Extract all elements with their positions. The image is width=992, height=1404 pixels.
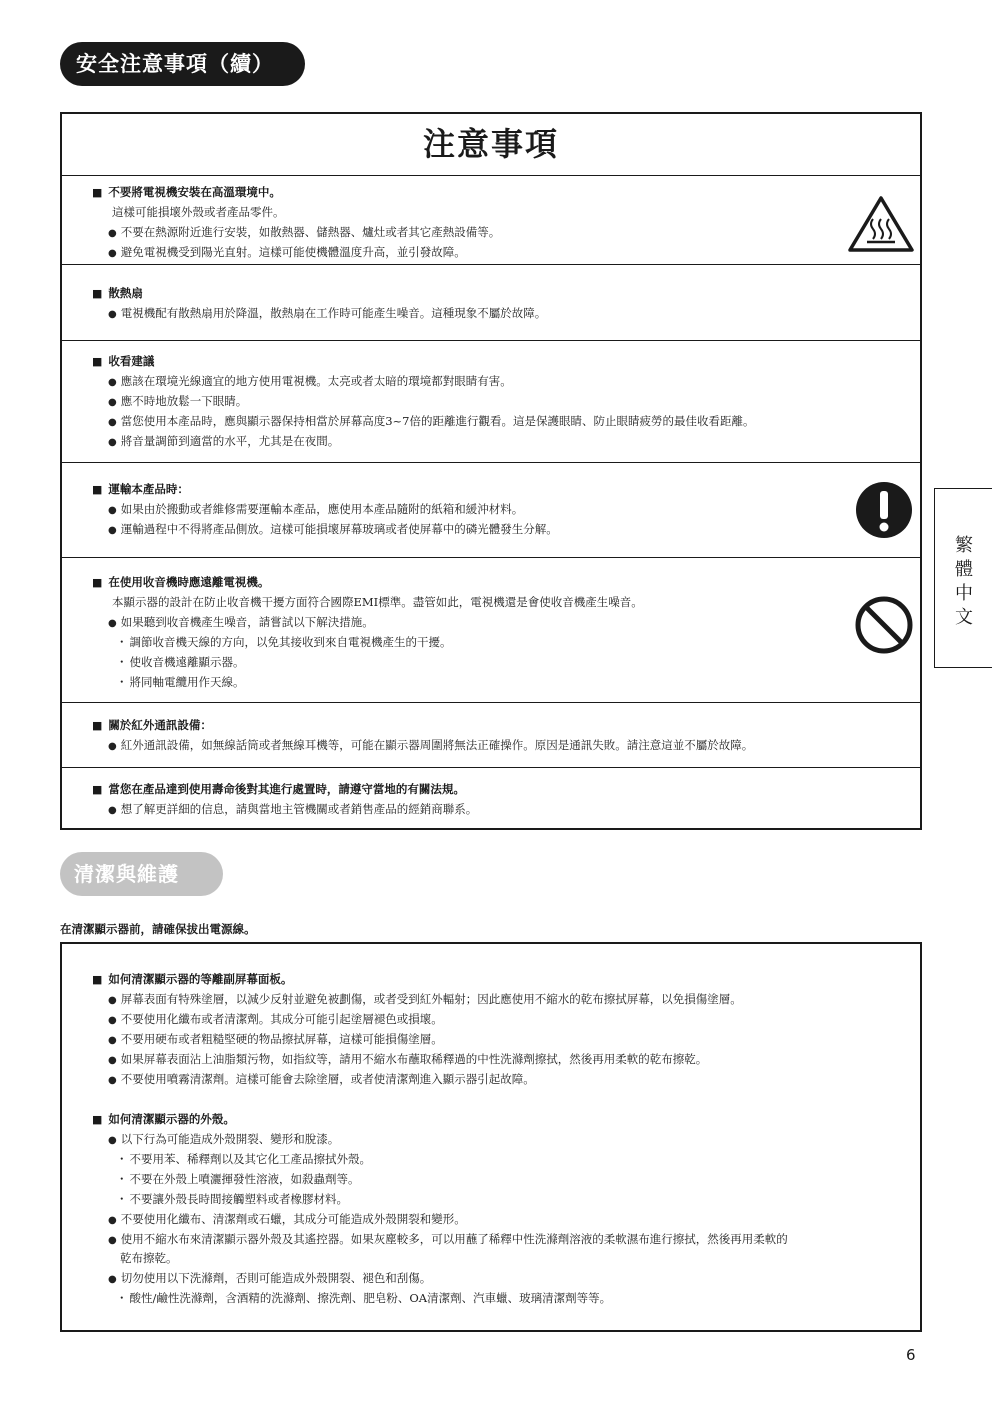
- section-line: ● 如果聽到收音機產生噪音，請嘗試以下解決措施。: [108, 614, 374, 630]
- side-tab-char: 中: [955, 583, 973, 604]
- caution-section-fan: [62, 265, 920, 341]
- section-line: ・ 調節收音機天線的方向，以免其接收到來自電視機產生的干擾。: [116, 634, 452, 650]
- section-heading: ■ 散熱扇: [92, 285, 143, 301]
- caution-section-infrared: [62, 703, 920, 768]
- section-line: ● 以下行為可能造成外殼開裂、變形和脫漆。: [108, 1131, 339, 1147]
- prohibition-icon: [854, 595, 914, 655]
- section-line: ● 不要使用化纖布、清潔劑或石蠟，其成分可能造成外殼開裂和變形。: [108, 1211, 466, 1227]
- side-tab-char: 文: [955, 607, 973, 628]
- page-number: 6: [906, 1346, 916, 1364]
- section-line: ● 紅外通訊設備，如無線話筒或者無線耳機等，可能在顯示器周圍將無法正確操作。原因是通訊失敗。請注意這並不屬於故障。: [108, 737, 753, 753]
- section-heading: ■ 不要將電視機安裝在高溫環境中。: [92, 184, 281, 200]
- section-line: ● 如果屏幕表面沾上油脂類污物，如指紋等，請用不縮水布蘸取稀釋過的中性洗滌劑擦拭，然後再用柔軟的乾布擦乾。: [108, 1051, 707, 1067]
- caution-section-radio: [62, 558, 920, 703]
- language-side-tab: [934, 488, 992, 668]
- hot-surface-warning-icon: [847, 195, 915, 253]
- section-heading: ■ 當您在產品達到使用壽命後對其進行處置時，請遵守當地的有關法規。: [92, 781, 465, 797]
- section-line: ● 不要使用化纖布或者清潔劑。其成分可能引起塗層褪色或損壞。: [108, 1011, 443, 1027]
- section-line: ● 應不時地放鬆一下眼睛。: [108, 393, 247, 409]
- caution-section-viewing: [62, 341, 920, 463]
- section-line: 本顯示器的設計在防止收音機干擾方面符合國際EMI標準。盡管如此，電視機還是會使收音機產生噪音。: [112, 595, 643, 609]
- caution-box: [60, 112, 922, 830]
- section-line: 這樣可能損壞外殼或者產品零件。: [112, 205, 285, 219]
- section-line: ● 想了解更詳細的信息，請與當地主管機關或者銷售產品的經銷商聯系。: [108, 801, 477, 817]
- section-line: ● 不要用硬布或者粗糙堅硬的物品擦拭屏幕，這樣可能損傷塗層。: [108, 1031, 443, 1047]
- section-line: ● 不要使用噴霧清潔劑。這樣可能會去除塗層，或者使清潔劑進入顯示器引起故障。: [108, 1071, 535, 1087]
- section-line: 乾布擦乾。: [120, 1251, 178, 1265]
- section-line: ● 電視機配有散熱扇用於降溫，散熱扇在工作時可能產生噪音。這種現象不屬於故障。: [108, 305, 546, 321]
- section-heading: ■ 如何清潔顯示器的等離副屏幕面板。: [92, 971, 292, 987]
- section-line: ● 當您使用本產品時，應與顯示器保持相當於屏幕高度3~7倍的距離進行觀看。這是保護眼睛、防止眼睛疲勞的最佳收看距離。: [108, 413, 755, 429]
- section-heading: ■ 關於紅外通訊設備：: [92, 717, 212, 733]
- section-line: ● 避免電視機受到陽光直射。這樣可能使機體溫度升高，並引發故障。: [108, 244, 466, 260]
- section-title-pill: 安全注意事項（續）: [60, 42, 305, 86]
- section-line: ● 屏幕表面有特殊塗層，以減少反射並避免被劃傷，或者受到紅外輻射；因此應使用不縮水的乾布擦拭屏幕，以免損傷塗層。: [108, 991, 742, 1007]
- cleaning-box: [60, 942, 922, 1332]
- section-line: ● 運輸過程中不得將產品側放。這樣可能損壞屏幕玻璃或者使屏幕中的磷光體發生分解。: [108, 521, 558, 537]
- section-line: ・ 不要用苯、稀釋劑以及其它化工產品擦拭外殼。: [116, 1151, 371, 1167]
- section-line: ● 不要在熱源附近進行安裝，如散熱器、儲熱器、爐灶或者其它產熱設備等。: [108, 224, 500, 240]
- section-line: ● 切勿使用以下洗滌劑，否則可能造成外殼開裂、褪色和刮傷。: [108, 1270, 431, 1286]
- exclamation-icon: [855, 481, 913, 539]
- section-line: ● 將音量調節到適當的水平，尤其是在夜間。: [108, 433, 339, 449]
- section-line: ● 應該在環境光線適宜的地方使用電視機。太亮或者太暗的環境都對眼睛有害。: [108, 373, 512, 389]
- section-line: ・ 將同軸電纜用作天線。: [116, 674, 245, 690]
- section-heading: ■ 如何清潔顯示器的外殼。: [92, 1111, 235, 1127]
- section-heading: ■ 收看建議: [92, 353, 154, 369]
- caution-section-high-temperature: [62, 175, 920, 265]
- section-line: ● 如果由於搬動或者維修需要運輸本產品，應使用本產品隨附的紙箱和緩沖材料。: [108, 501, 523, 517]
- section-heading: ■ 在使用收音機時應遠離電視機。: [92, 574, 269, 590]
- caution-title: 注意事項: [62, 114, 920, 176]
- section-line: ・ 使收音機遠離顯示器。: [116, 654, 245, 670]
- section-line: ・ 酸性/鹼性洗滌劑，含酒精的洗滌劑、擦洗劑、肥皂粉、OA清潔劑、汽車蠟、玻璃清潔劑等等。: [116, 1290, 611, 1306]
- side-tab-char: 繁: [955, 535, 973, 556]
- caution-section-transport: [62, 463, 920, 558]
- caution-section-disposal: [62, 768, 920, 828]
- section-line: ・ 不要在外殼上噴灑揮發性溶液，如殺蟲劑等。: [116, 1171, 360, 1187]
- cleaning-title-pill: 清潔與維護: [60, 852, 223, 896]
- cleaning-pre-note: 在清潔顯示器前，請確保拔出電源線。: [60, 922, 256, 936]
- side-tab-char: 體: [955, 559, 973, 580]
- section-line: ● 使用不縮水布來清潔顯示器外殼及其遙控器。如果灰塵較多，可以用蘸了稀釋中性洗滌劑溶液的柔軟濕布進行擦拭，然後再用柔軟的: [108, 1231, 788, 1247]
- section-line: ・ 不要讓外殼長時間接觸塑料或者橡膠材料。: [116, 1191, 348, 1207]
- section-heading: ■ 運輸本產品時：: [92, 481, 189, 497]
